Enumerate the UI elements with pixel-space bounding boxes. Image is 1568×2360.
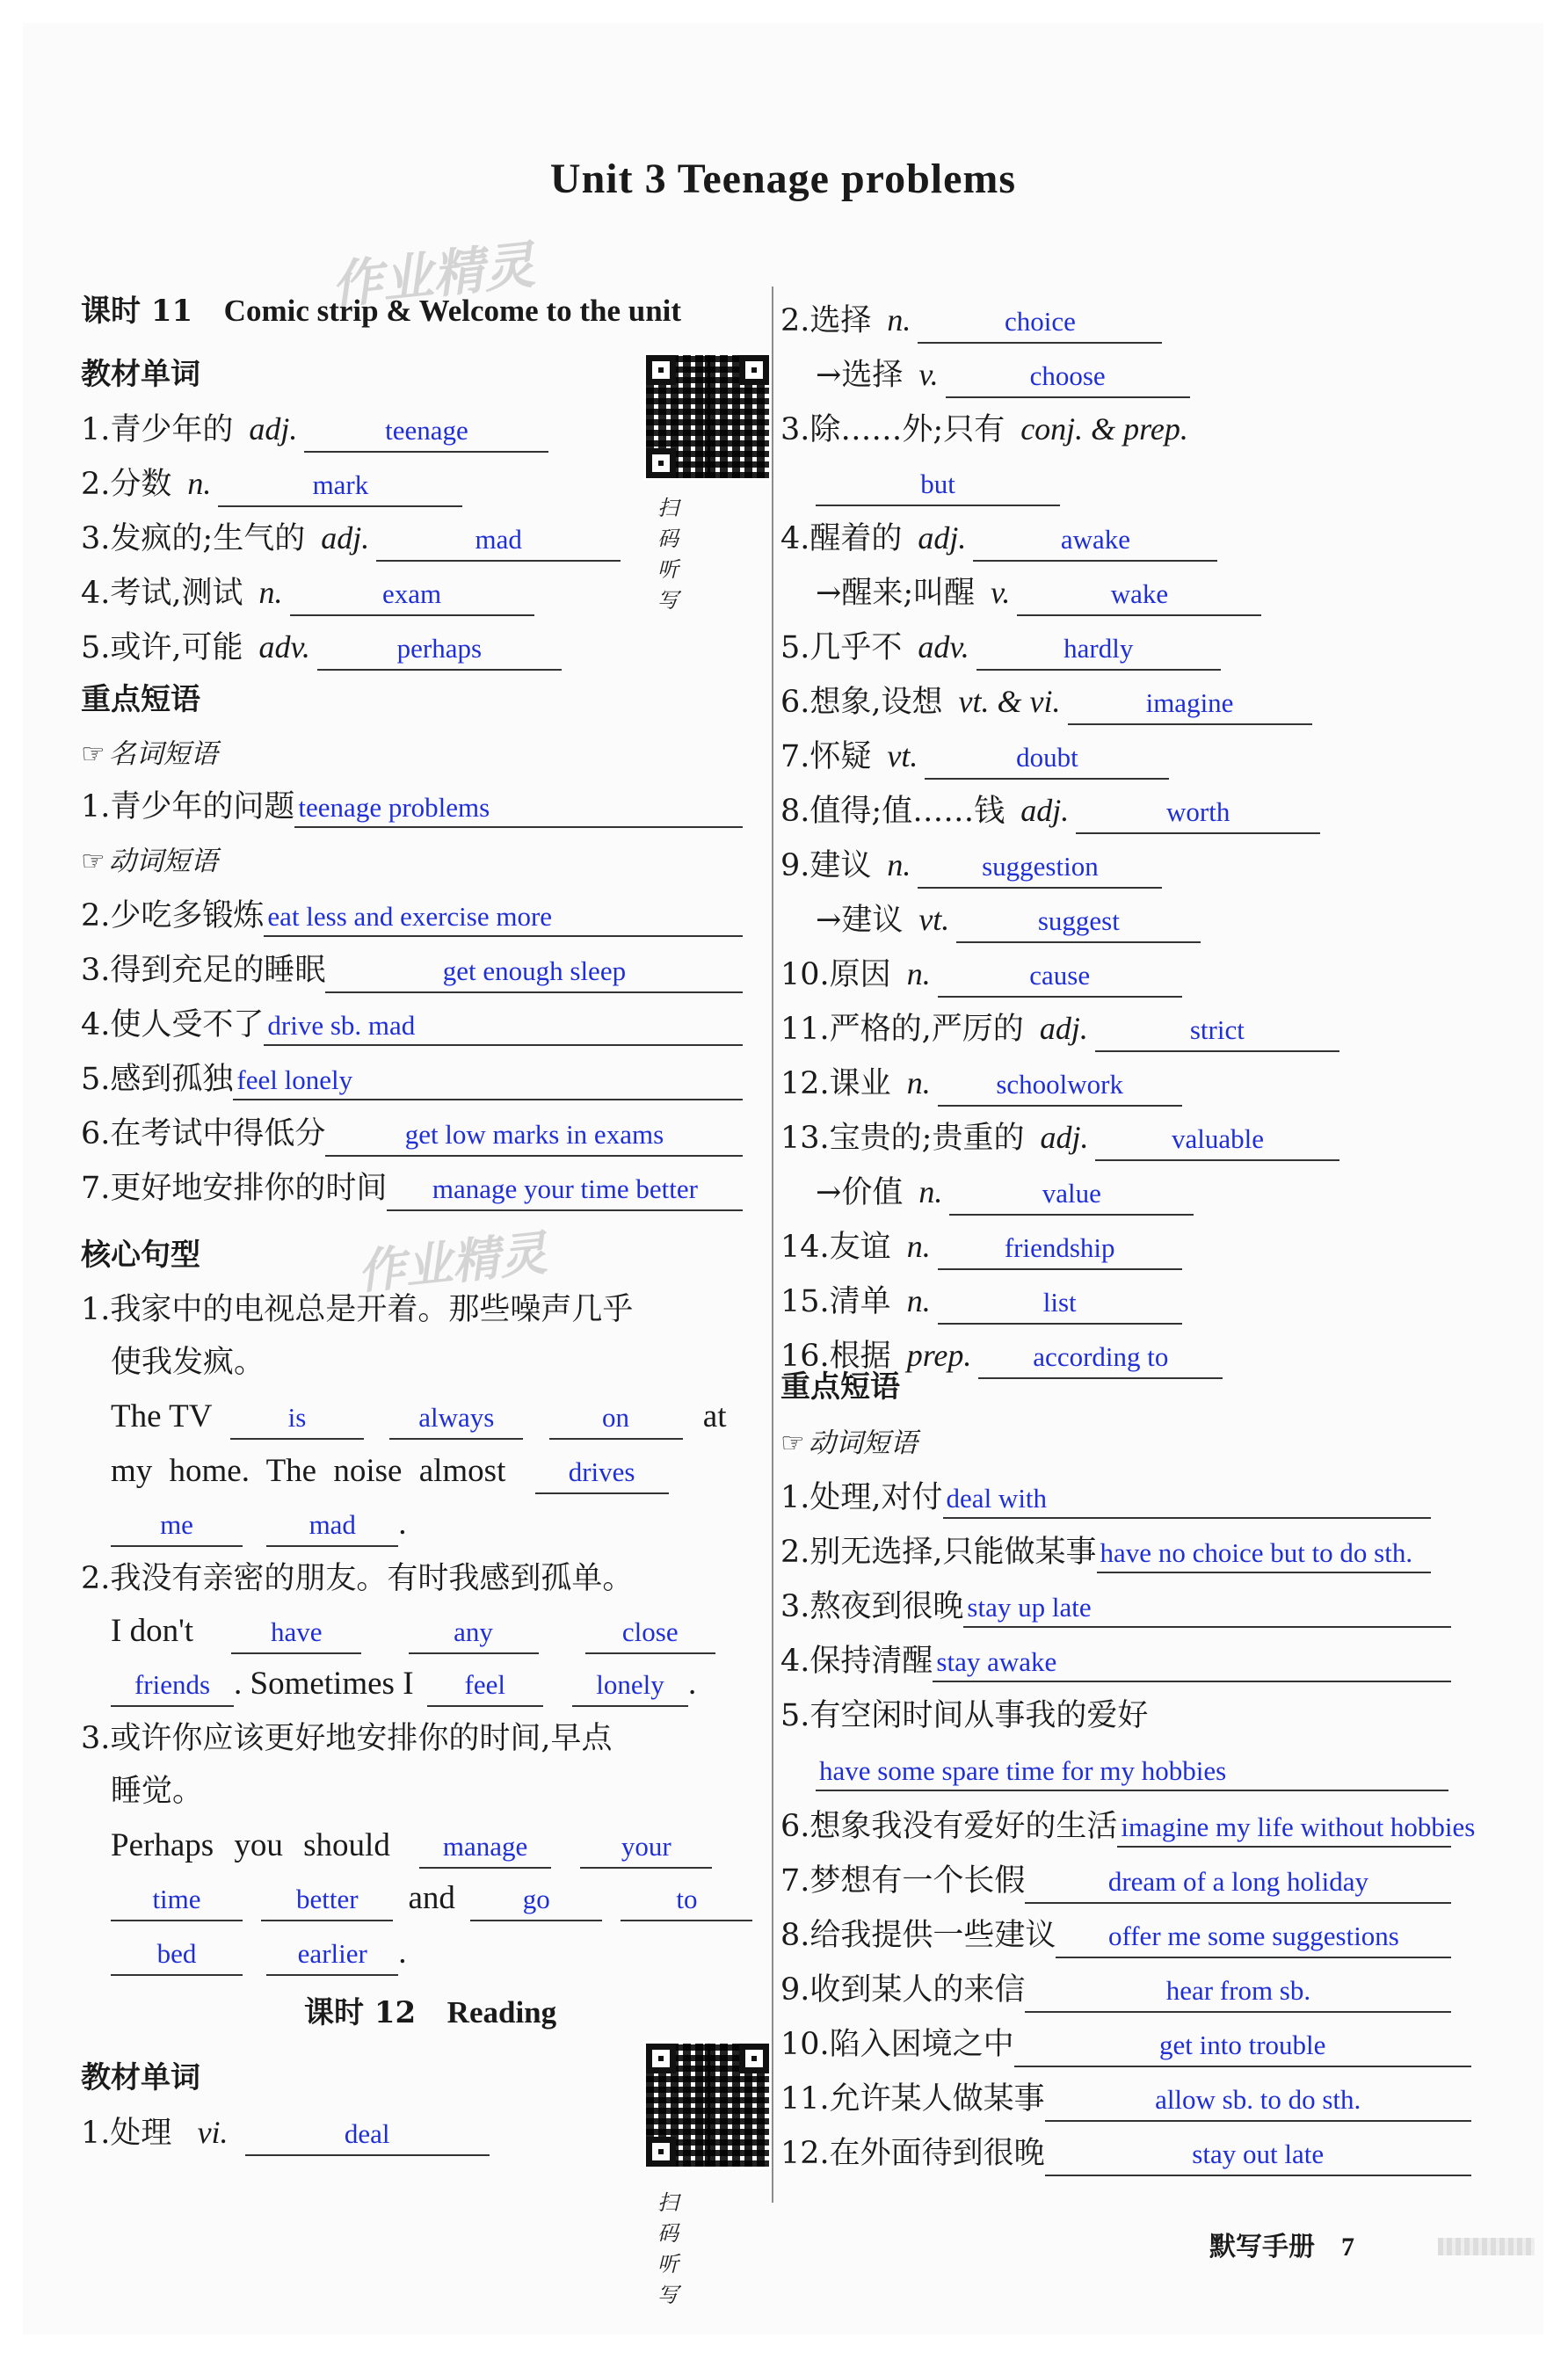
chinese-meaning: 感到孤独	[110, 1062, 234, 1097]
answer-blank[interactable]: deal	[245, 2119, 490, 2156]
page-footer	[1209, 2225, 1354, 2263]
answer-blank[interactable]: get low marks in exams	[325, 1120, 743, 1157]
chinese-meaning: 课业	[829, 1066, 891, 1101]
chinese-meaning: 更好地安排你的时间	[110, 1171, 388, 1206]
part-of-speech: vt. & vi.	[958, 684, 1061, 719]
item-number: 5.	[81, 1062, 111, 1097]
answer-blank[interactable]: choice	[918, 307, 1162, 344]
answer-blank[interactable]: mad	[376, 525, 621, 562]
answer-blank[interactable]: lonely	[572, 1670, 688, 1707]
item-number: 6.	[81, 1116, 111, 1151]
part-of-speech: vt.	[918, 902, 950, 937]
answer-blank[interactable]: deal with	[943, 1484, 1431, 1519]
phrase-row	[81, 788, 743, 830]
phrase-row	[780, 2080, 1471, 2124]
answer-blank[interactable]: get enough sleep	[325, 956, 743, 993]
part-of-speech: adj.	[1020, 793, 1070, 828]
part-of-speech: prep.	[906, 1338, 972, 1373]
answer-blank[interactable]: manage your time better	[387, 1174, 743, 1211]
item-number: 11.	[780, 2081, 830, 2117]
phrase-row	[81, 897, 743, 939]
part-of-speech: n.	[906, 1283, 931, 1318]
item-number: 3.	[780, 1589, 810, 1624]
answer-blank[interactable]: have some spare time for my hobbies	[816, 1756, 1448, 1791]
answer-blank[interactable]: teenage	[304, 416, 548, 453]
chinese-meaning: 友谊	[829, 1230, 891, 1265]
answer-blank[interactable]: stay up late	[963, 1593, 1451, 1628]
chinese-meaning: 使人受不了	[110, 1007, 265, 1042]
part-of-speech: adj.	[1039, 1011, 1088, 1046]
qr-caption: 扫码听写	[657, 496, 679, 613]
word-row	[780, 682, 1312, 727]
part-of-speech: v.	[991, 575, 1011, 610]
lesson-title: Comic strip & Welcome to the unit	[223, 294, 682, 328]
part-of-speech: v.	[918, 357, 939, 392]
chinese-meaning: 考试,测试	[110, 576, 243, 611]
answer-blank[interactable]: wake	[1017, 579, 1261, 616]
answer-blank[interactable]: hear from sb.	[1025, 1976, 1451, 2013]
chinese-meaning: 清单	[829, 1284, 891, 1319]
sentence-1-en-line1: The TV is always on at	[111, 1398, 726, 1441]
item-number: 2.	[81, 467, 111, 502]
item-number: 11.	[780, 1012, 830, 1047]
pointing-hand-icon: ☞	[81, 738, 105, 770]
sentence-1-en-line3: me mad .	[111, 1505, 407, 1549]
sentence-1-cn: 1.我家中的电视总是开着。那些噪声几乎	[81, 1292, 634, 1327]
phrase-row	[81, 1006, 743, 1048]
item-number: 6.	[780, 1809, 810, 1844]
answer-blank[interactable]: go	[470, 1884, 602, 1921]
answer-blank[interactable]: your	[580, 1832, 712, 1869]
answer-blank[interactable]: mad	[266, 1510, 398, 1547]
answer-blank[interactable]: better	[261, 1884, 393, 1921]
answer-blank[interactable]: time	[111, 1884, 243, 1921]
answer-blank[interactable]: value	[949, 1179, 1194, 1216]
answer-blank[interactable]: have	[231, 1617, 361, 1654]
chinese-meaning: →建议	[816, 903, 904, 938]
item-number: 3.	[81, 953, 111, 988]
chinese-meaning: 分数	[110, 467, 172, 502]
item-number: 5.	[81, 630, 111, 665]
item-number: 13.	[780, 1121, 830, 1156]
answer-blank[interactable]: bed	[111, 1939, 243, 1976]
phrase-row	[780, 1533, 1431, 1575]
word-row	[816, 1173, 1194, 1217]
part-of-speech: n.	[906, 1065, 931, 1100]
lesson-11-heading	[81, 292, 681, 330]
answer-blank[interactable]: schoolwork	[938, 1070, 1182, 1107]
word-row	[780, 301, 1162, 345]
chinese-meaning: 根据	[829, 1339, 891, 1374]
chinese-meaning: 熬夜到很晚	[809, 1589, 964, 1624]
phrase-row	[780, 1916, 1451, 1960]
word-row	[81, 573, 534, 618]
answer-blank[interactable]: dream of a long holiday	[1025, 1867, 1451, 1904]
phrase-row	[780, 1807, 1476, 1849]
verb-phrases-label: ☞ 动词短语	[81, 846, 218, 877]
chinese-meaning: 陷入困境之中	[829, 2027, 1014, 2062]
answer-blank[interactable]: imagine	[1068, 688, 1312, 725]
chinese-meaning: 除……外;只有	[809, 412, 1005, 447]
item-number: 7.	[780, 1863, 810, 1899]
phrase-row	[81, 1060, 743, 1102]
word-row	[780, 628, 1221, 672]
answer-blank[interactable]: mark	[218, 470, 462, 507]
part-of-speech: adj.	[321, 520, 370, 556]
item-number: 16.	[780, 1339, 830, 1374]
item-number: 2.	[780, 1535, 810, 1570]
item-number: 1.	[780, 1480, 810, 1515]
answer-blank[interactable]: suggest	[956, 906, 1201, 943]
item-number: 4.	[81, 576, 111, 611]
item-number: 1.	[81, 412, 111, 447]
answer-blank[interactable]: according to	[978, 1342, 1223, 1379]
chinese-meaning: 几乎不	[809, 630, 903, 665]
answer-blank[interactable]: suggestion	[918, 852, 1162, 889]
answer-blank[interactable]: hardly	[976, 634, 1221, 671]
chinese-meaning: 收到某人的来信	[809, 1972, 1026, 2008]
answer-blank[interactable]: manage	[419, 1832, 551, 1869]
word-row	[816, 464, 1060, 508]
item-number: 15.	[780, 1284, 830, 1319]
answer-blank[interactable]: awake	[973, 525, 1217, 562]
phrase-row	[780, 1642, 1451, 1684]
chinese-meaning: 想象我没有爱好的生活	[809, 1809, 1118, 1844]
answer-blank[interactable]: to	[621, 1884, 752, 1921]
section-key-phrases: 重点短语	[81, 682, 200, 717]
part-of-speech: n.	[906, 956, 931, 991]
item-number: 2.	[780, 303, 810, 338]
answer-blank[interactable]: doubt	[925, 743, 1169, 780]
word-row	[780, 410, 1188, 449]
chinese-meaning: 值得;值……钱	[809, 794, 1005, 829]
chinese-meaning: 少吃多锻炼	[110, 898, 265, 933]
part-of-speech: adj.	[249, 411, 298, 447]
page-number: 7	[1341, 2233, 1354, 2262]
pointing-hand-icon: ☞	[81, 846, 105, 877]
answer-blank[interactable]: me	[111, 1510, 243, 1547]
qr-code[interactable]	[643, 352, 772, 481]
word-row	[780, 519, 1217, 563]
chinese-meaning: 怀疑	[809, 739, 872, 774]
part-of-speech: n.	[887, 847, 911, 882]
item-number: 7.	[780, 739, 810, 774]
item-number: 4.	[780, 521, 810, 556]
item-number: 7.	[81, 1171, 111, 1206]
chinese-meaning: 醒着的	[809, 521, 903, 556]
qr-code[interactable]	[643, 2041, 772, 2169]
answer-blank[interactable]: on	[549, 1403, 683, 1440]
phrase-row	[780, 2134, 1471, 2178]
answer-blank[interactable]: friendship	[938, 1233, 1182, 1270]
chinese-meaning: 保持清醒	[809, 1644, 933, 1679]
item-number: 10.	[780, 2027, 830, 2062]
chinese-meaning: 处理,对付	[809, 1480, 943, 1515]
section-textbook-words: 教材单词	[81, 2060, 200, 2095]
answer-blank[interactable]: earlier	[266, 1939, 398, 1976]
sentence-2-en-line1: I don't have any close	[111, 1612, 715, 1656]
part-of-speech: conj. & prep.	[1020, 411, 1188, 447]
chinese-meaning: 选择	[809, 303, 872, 338]
sentence-1-en-line2: my home. The noise almost drives	[111, 1452, 669, 1496]
sentence-3-en-line2: time better and go to	[111, 1879, 752, 1923]
word-row	[780, 1118, 1339, 1163]
sentence-3-cn: 3.或许你应该更好地安排你的时间,早点	[81, 1721, 613, 1756]
chinese-meaning: →选择	[816, 358, 904, 393]
item-number: 9.	[780, 848, 810, 883]
lesson-label: 课时 11	[81, 294, 193, 329]
answer-blank[interactable]: drive sb. mad	[264, 1011, 743, 1046]
lesson-title: Reading	[446, 1995, 557, 2030]
chinese-meaning: 宝贵的;贵重的	[829, 1121, 1025, 1156]
phrase-row	[81, 1169, 743, 1213]
answer-blank[interactable]: drives	[535, 1457, 669, 1494]
phrase-row	[780, 1696, 1148, 1735]
part-of-speech: n.	[887, 302, 911, 338]
word-row	[81, 628, 562, 672]
word-row	[780, 846, 1162, 890]
lesson-12-heading	[304, 1993, 556, 2032]
answer-blank[interactable]: feel	[427, 1670, 543, 1707]
item-number: 1.	[81, 789, 111, 824]
qr-caption: 扫码听写	[657, 2190, 679, 2307]
item-number: 9.	[780, 1972, 810, 2008]
word-row	[780, 955, 1182, 999]
chinese-meaning: 青少年的	[110, 412, 234, 447]
chinese-meaning: 梦想有一个长假	[809, 1863, 1026, 1899]
word-row	[780, 1064, 1182, 1108]
item-number: 4.	[780, 1644, 810, 1679]
lesson-label: 课时 12	[304, 1995, 417, 2030]
chinese-meaning: 严格的,严厉的	[829, 1012, 1024, 1047]
part-of-speech: n.	[906, 1229, 931, 1264]
answer-blank[interactable]: cause	[938, 961, 1182, 998]
part-of-speech: adj.	[918, 520, 967, 556]
answer-blank[interactable]: stay awake	[933, 1647, 1451, 1682]
word-row	[780, 1282, 1182, 1326]
answer-blank[interactable]: any	[409, 1617, 539, 1654]
sentence-3-en-line1: Perhaps you should manage your	[111, 1826, 712, 1870]
word-row	[780, 1227, 1182, 1272]
phrase-answer-row	[816, 1751, 1448, 1793]
answer-blank[interactable]: friends	[111, 1670, 234, 1707]
answer-blank[interactable]: feel lonely	[233, 1065, 743, 1100]
chinese-meaning: 得到充足的睡眠	[110, 953, 326, 988]
answer-blank[interactable]: eat less and exercise more	[264, 902, 743, 937]
section-key-phrases: 重点短语	[780, 1369, 900, 1405]
phrase-row	[780, 2025, 1471, 2069]
answer-blank[interactable]: valuable	[1095, 1124, 1339, 1161]
item-number: 2.	[81, 898, 111, 933]
chinese-meaning: 在外面待到很晚	[829, 2136, 1045, 2171]
word-row	[816, 900, 1201, 945]
item-number: 8.	[780, 1918, 810, 1953]
word-row	[81, 410, 548, 454]
answer-blank[interactable]: is	[230, 1403, 364, 1440]
answer-blank[interactable]: offer me some suggestions	[1056, 1921, 1451, 1958]
chinese-meaning: 想象,设想	[809, 685, 943, 720]
word-row	[816, 573, 1261, 618]
section-core-sentences: 核心句型	[81, 1238, 200, 1273]
answer-blank[interactable]: get into trouble	[1014, 2030, 1471, 2067]
phrase-row	[780, 1587, 1451, 1630]
sentence-3-cn-cont: 睡觉。	[111, 1774, 204, 1809]
item-number: 3.	[780, 412, 810, 447]
chinese-meaning: 别无选择,只能做某事	[809, 1535, 1097, 1570]
word-row	[81, 519, 621, 563]
chinese-meaning: 建议	[809, 848, 872, 883]
answer-blank[interactable]: strict	[1095, 1015, 1339, 1052]
sentence-2-cn: 2.我没有亲密的朋友。有时我感到孤单。	[81, 1561, 634, 1596]
word-row	[81, 464, 462, 509]
item-number: 8.	[780, 794, 810, 829]
part-of-speech: n.	[918, 1174, 943, 1209]
item-number: 3.	[81, 521, 111, 556]
chinese-meaning: →价值	[816, 1175, 904, 1210]
phrase-row	[81, 951, 743, 995]
section-textbook-words: 教材单词	[81, 357, 200, 392]
sentence-2-en-line2: friends . Sometimes I feel lonely .	[111, 1665, 696, 1709]
watermark: 作业精灵	[328, 235, 538, 316]
answer-blank[interactable]: close	[585, 1617, 715, 1654]
answer-blank[interactable]: imagine my life without hobbies	[1117, 1812, 1451, 1848]
chinese-meaning: →醒来;叫醒	[816, 576, 976, 611]
answer-blank[interactable]: have no choice but to do sth.	[1097, 1538, 1431, 1573]
word-row	[780, 1009, 1339, 1054]
answer-blank[interactable]: exam	[290, 579, 534, 616]
chinese-meaning: 给我提供一些建议	[809, 1918, 1056, 1953]
chinese-meaning: 有空闲时间从事我的爱好	[809, 1698, 1149, 1733]
book-name: 默写手册	[1209, 2232, 1315, 2262]
unit-title: Unit 3 Teenage problems	[549, 156, 1017, 202]
phrase-row	[780, 1478, 1431, 1521]
phrase-row	[780, 1971, 1451, 2015]
item-number: 5.	[780, 630, 810, 665]
answer-blank[interactable]: but	[816, 469, 1060, 506]
chinese-meaning: 在考试中得低分	[110, 1116, 326, 1151]
phrase-row	[780, 1862, 1451, 1906]
part-of-speech: adv.	[918, 629, 969, 664]
item-number: 4.	[81, 1007, 111, 1042]
chinese-meaning: 发疯的;生气的	[110, 521, 306, 556]
item-number: 14.	[780, 1230, 830, 1265]
answer-blank[interactable]: perhaps	[317, 634, 562, 671]
answer-blank[interactable]: choose	[946, 361, 1190, 398]
word-row	[816, 355, 1190, 400]
chinese-meaning: 原因	[829, 957, 891, 992]
item-number: 12.	[780, 1066, 830, 1101]
noun-phrases-label: ☞ 名词短语	[81, 738, 218, 770]
chinese-meaning: 或许,可能	[110, 630, 243, 665]
part-of-speech: n.	[187, 466, 212, 501]
workbook-page	[23, 23, 1543, 2335]
watermark: 作业精灵	[354, 1224, 550, 1301]
part-of-speech: adj.	[1040, 1120, 1089, 1155]
answer-blank[interactable]: always	[389, 1403, 523, 1440]
sentence-1-cn-cont: 使我发疯。	[111, 1345, 265, 1380]
answer-blank[interactable]: worth	[1076, 797, 1320, 834]
pointing-hand-icon: ☞	[780, 1427, 805, 1459]
word-row	[780, 791, 1320, 836]
part-of-speech: vt.	[887, 738, 918, 773]
answer-blank[interactable]: stay out late	[1045, 2139, 1471, 2176]
answer-blank[interactable]: list	[938, 1288, 1182, 1325]
item-number: 6.	[780, 685, 810, 720]
word-row	[780, 737, 1169, 781]
column-divider	[772, 287, 773, 2203]
sentence-3-en-line3: bed earlier .	[111, 1934, 407, 1978]
part-of-speech: adv.	[258, 629, 310, 664]
verb-phrases-label: ☞ 动词短语	[780, 1427, 918, 1459]
answer-blank[interactable]: teenage problems	[294, 793, 743, 828]
chinese-meaning: 青少年的问题	[110, 789, 295, 824]
item-number: 5.	[780, 1698, 810, 1733]
item-number: 12.	[780, 2136, 830, 2171]
answer-blank[interactable]: allow sb. to do sth.	[1045, 2085, 1471, 2122]
footer-decoration	[1438, 2238, 1535, 2255]
phrase-row	[81, 1115, 743, 1158]
item-number: 10.	[780, 957, 830, 992]
part-of-speech: n.	[258, 575, 283, 610]
word-row: 1.处理 vi. deal	[81, 2113, 490, 2158]
chinese-meaning: 允许某人做某事	[829, 2081, 1045, 2117]
